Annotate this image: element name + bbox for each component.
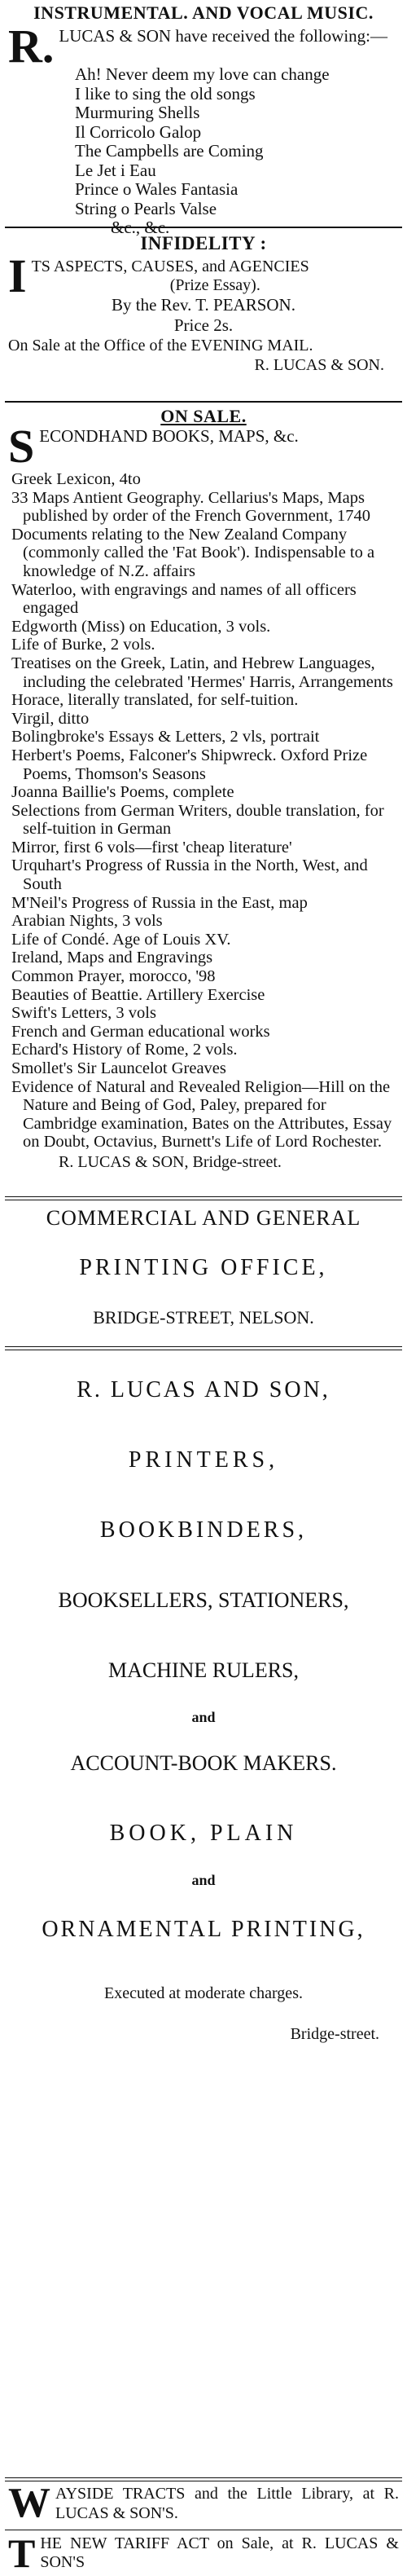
list-item: Horace, literally translated, for self-tuition. <box>11 691 299 710</box>
services-plain: BOOK, PLAIN <box>109 1821 298 1846</box>
infidelity-title: INFIDELITY : <box>140 233 267 253</box>
list-item: Selections from German Writers, double translation, for self-tuition in German <box>11 801 384 839</box>
books-heading: ECONDHAND BOOKS, MAPS, &c. <box>39 426 299 446</box>
list-item: Edgworth (Miss) on Education, 3 vols. <box>11 617 271 636</box>
divider <box>5 227 402 228</box>
services-advert <box>8 1377 399 2044</box>
list-item: Waterloo, with engravings and names of all officers engaged <box>11 580 357 618</box>
wayside-advert <box>8 2480 399 2526</box>
services-street: Bridge-street. <box>290 2025 379 2043</box>
tariff-text: HE NEW TARIFF ACT on Sale, at R. LUCAS & SON'S <box>40 2534 399 2571</box>
services-rulers: MACHINE RULERS, <box>107 1658 299 1682</box>
list-item: 33 Maps Antient Geography. Cellarius's Maps, Maps published by order of the French Government, 1740 <box>11 488 370 526</box>
services-printers: PRINTERS, <box>128 1447 279 1473</box>
list-item: &c., &c. <box>111 218 170 237</box>
divider <box>5 1346 402 1350</box>
list-item: Echard's History of Rome, 2 vols. <box>11 1041 238 1059</box>
books-dropcap: S <box>8 420 35 473</box>
services-ornamental: ORNAMENTAL PRINTING, <box>42 1917 365 1942</box>
list-item: Evidence of Natural and Revealed Religion—Hill on the Nature and Being of God, Paley, prepared for Cambridge examination, Bates on the Attributes, Essay on Doubt, Octavius, Burnett's Life of Lord Rochester. <box>11 1077 392 1151</box>
list-item: I like to sing the old songs <box>75 83 256 103</box>
music-title: INSTRUMENTAL. AND VOCAL MUSIC. <box>33 2 374 23</box>
divider <box>5 401 402 403</box>
printing-advert <box>8 1206 399 1328</box>
list-item: Prince o Wales Fantasia <box>75 179 239 199</box>
list-item: Ireland, Maps and Engravings <box>11 949 213 967</box>
services-firm: R. LUCAS AND SON, <box>77 1377 330 1402</box>
services-bookbinders: BOOKBINDERS, <box>99 1517 308 1543</box>
printing-line2: PRINTING OFFICE, <box>79 1255 328 1280</box>
infidelity-subtitle: TS ASPECTS, CAUSES, and AGENCIES <box>31 258 309 275</box>
music-advert <box>8 3 399 238</box>
services-and1: and <box>191 1709 216 1725</box>
list-item: Ah! Never deem my love can change <box>75 64 330 84</box>
divider <box>5 1196 402 1200</box>
list-item: Le Jet i Eau <box>75 160 156 180</box>
infidelity-sign: R. LUCAS & SON. <box>254 356 384 374</box>
list-item: Smollet's Sir Launcelot Greaves <box>11 1059 226 1077</box>
music-intro: LUCAS & SON have received the following:— <box>59 26 387 46</box>
printing-line1: COMMERCIAL AND GENERAL <box>46 1206 361 1230</box>
list-item: Bolingbroke's Essays & Letters, 2 vls, portrait <box>11 728 320 746</box>
list-item: M'Neil's Progress of Russia in the East, map <box>11 893 308 912</box>
list-item: French and German educational works <box>11 1022 270 1041</box>
list-item: Greek Lexicon, 4to <box>11 470 141 488</box>
list-item: String o Pearls Valse <box>75 198 217 218</box>
tariff-dropcap: T <box>8 2530 36 2576</box>
list-item: Herbert's Poems, Falconer's Shipwreck. Oxford Prize Poems, Thomson's Seasons <box>11 746 368 783</box>
list-item: Life of Burke, 2 vols. <box>11 636 155 654</box>
list-item: Virgil, ditto <box>11 709 90 728</box>
list-item: Mirror, first 6 vols—first 'cheap literature' <box>11 838 292 856</box>
list-item: Arabian Nights, 3 vols <box>11 912 163 931</box>
tariff-advert <box>8 2530 399 2576</box>
books-list <box>8 465 399 1151</box>
services-and2: and <box>191 1872 216 1888</box>
list-item: Life of Condé. Age of Louis XV. <box>11 930 231 949</box>
list-item: Joanna Baillie's Poems, complete <box>11 783 234 802</box>
printing-address: BRIDGE-STREET, NELSON. <box>93 1307 314 1328</box>
wayside-dropcap: W <box>8 2480 50 2526</box>
books-title: ON SALE. <box>160 406 247 426</box>
list-item: The Campbells are Coming <box>75 141 264 161</box>
wayside-text: AYSIDE TRACTS and the Little Library, at R. LUCAS & SON'S. <box>55 2485 399 2522</box>
infidelity-essay: (Prize Essay). <box>169 276 260 294</box>
music-dropcap: R. <box>8 20 55 73</box>
services-makers: ACCOUNT-BOOK MAKERS. <box>70 1751 337 1775</box>
music-list <box>8 65 399 238</box>
list-item: Documents relating to the New Zealand Company (commonly called the 'Fat Book'). Indispensable to a knowledge of N.Z. affairs <box>11 525 375 580</box>
list-item: Common Prayer, morocco, '98 <box>11 967 216 986</box>
divider <box>5 2477 402 2481</box>
list-item: Urquhart's Progress of Russia in the North, West, and South <box>11 856 368 894</box>
list-item: Il Corricolo Galop <box>75 121 202 142</box>
services-booksellers: BOOKSELLERS, STATIONERS, <box>58 1588 349 1612</box>
list-item: Beauties of Beattie. Artillery Exercise <box>11 985 265 1004</box>
list-item: Swift's Letters, 3 vols <box>11 1004 156 1023</box>
books-sign: R. LUCAS & SON, Bridge-street. <box>59 1152 282 1171</box>
infidelity-price: Price 2s. <box>173 315 234 335</box>
infidelity-author: By the Rev. T. PEARSON. <box>112 295 295 315</box>
books-advert <box>8 406 399 1173</box>
infidelity-advert <box>8 233 399 375</box>
services-executed: Executed at moderate charges. <box>104 1984 303 2002</box>
infidelity-dropcap: I <box>8 249 27 302</box>
list-item: Murmuring Shells <box>75 103 200 122</box>
list-item: Treatises on the Greek, Latin, and Hebrew Languages, including the celebrated 'Hermes' Harris, Arrangements <box>11 654 393 691</box>
infidelity-sale: On Sale at the Office of the EVENING MAIL. <box>8 337 313 354</box>
